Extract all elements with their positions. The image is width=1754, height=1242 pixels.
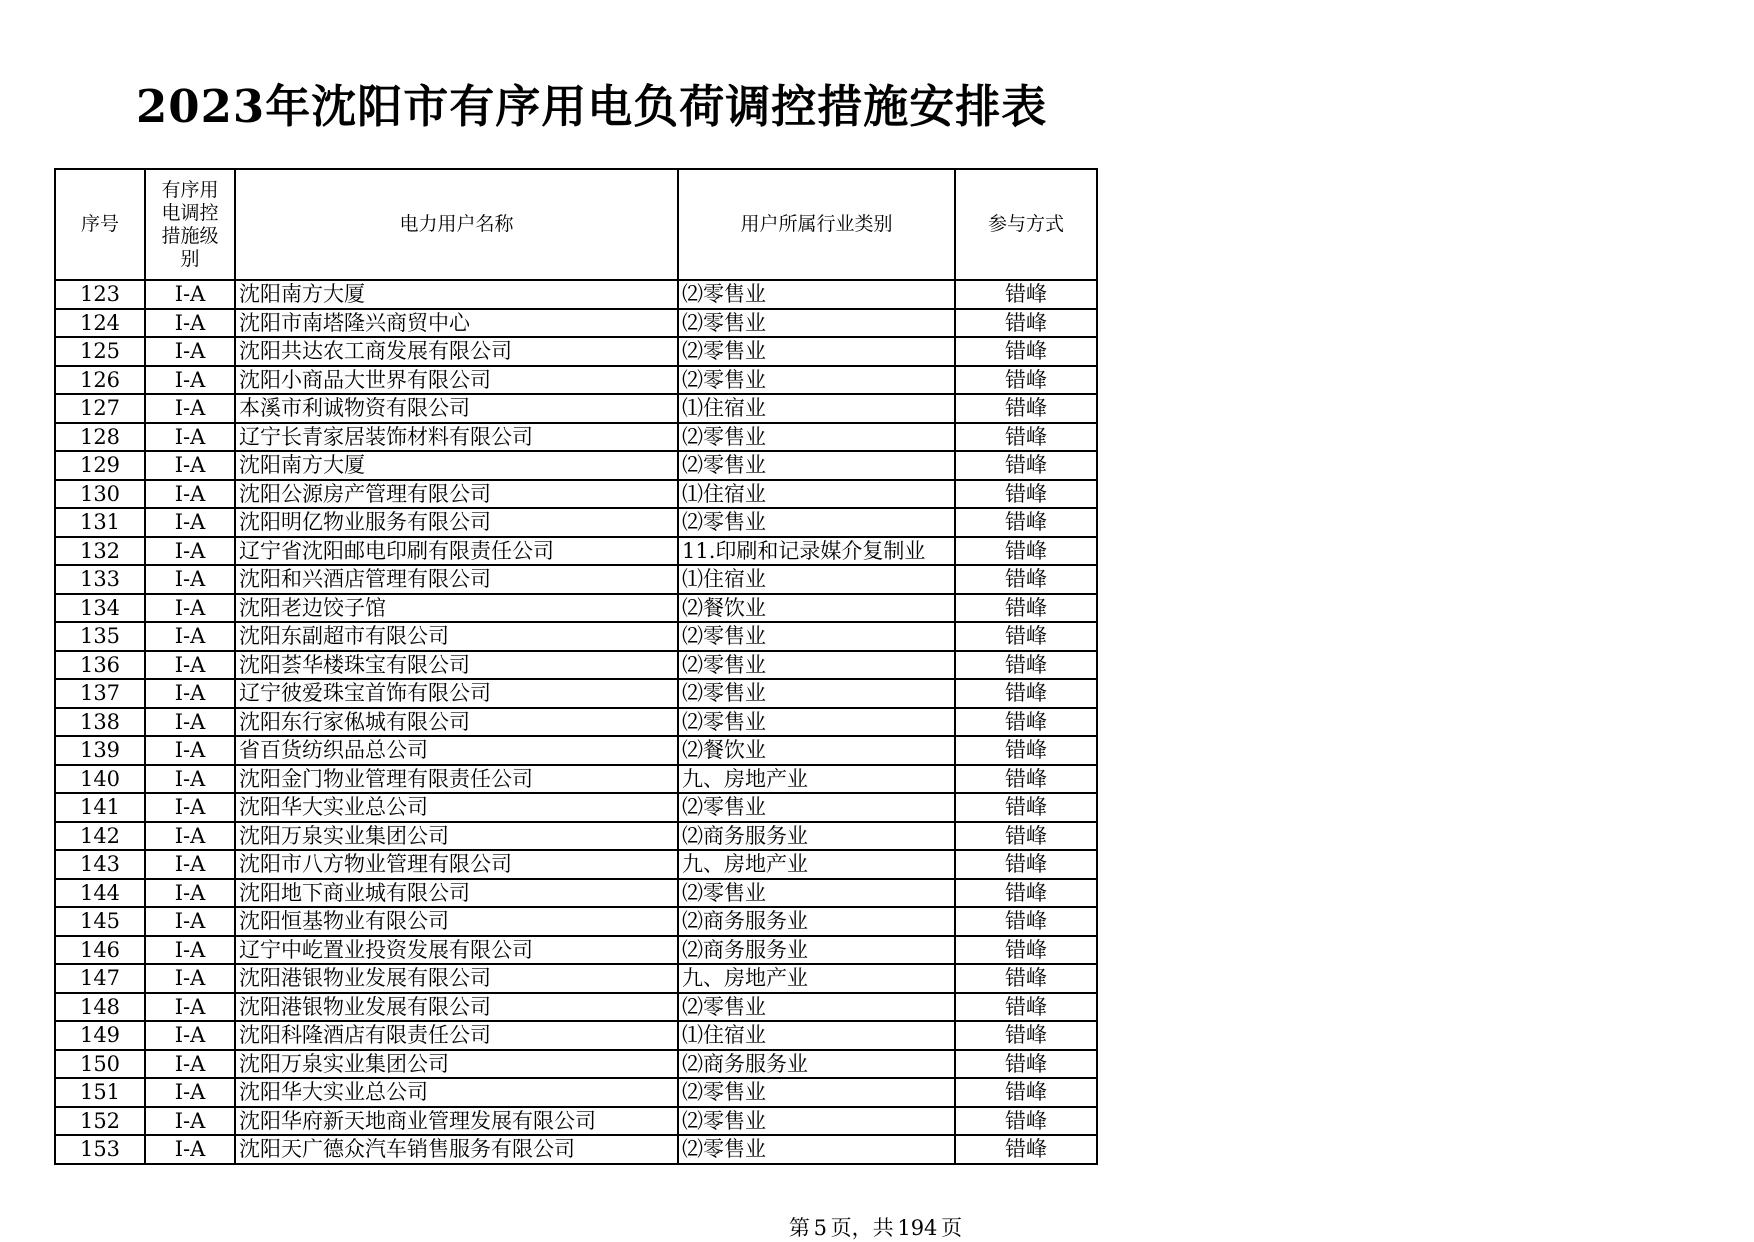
- cell-seq: 146: [55, 936, 145, 965]
- cell-seq: 134: [55, 594, 145, 623]
- cell-seq: 129: [55, 451, 145, 480]
- header-level: [145, 169, 235, 280]
- table-row: [55, 1050, 1097, 1079]
- page-label-mid: 页，共: [830, 1216, 894, 1240]
- header-level-text: 有序用电调控措施级别: [161, 178, 219, 270]
- cell-seq: 123: [55, 280, 145, 309]
- cell-industry: ⑵零售业: [678, 309, 955, 338]
- cell-seq: 132: [55, 537, 145, 566]
- cell-mode: 错峰: [955, 309, 1097, 338]
- cell-level: Ⅰ-A: [145, 679, 235, 708]
- cell-name: 沈阳天广德众汽车销售服务有限公司: [235, 1135, 678, 1164]
- cell-level: Ⅰ-A: [145, 964, 235, 993]
- cell-name: 沈阳金门物业管理有限责任公司: [235, 765, 678, 794]
- cell-seq: 130: [55, 480, 145, 509]
- cell-name: 沈阳东副超市有限公司: [235, 622, 678, 651]
- cell-seq: 137: [55, 679, 145, 708]
- cell-industry: ⑵零售业: [678, 280, 955, 309]
- cell-level: Ⅰ-A: [145, 793, 235, 822]
- table-row: [55, 1021, 1097, 1050]
- cell-level: Ⅰ-A: [145, 850, 235, 879]
- cell-level: Ⅰ-A: [145, 366, 235, 395]
- cell-seq: 147: [55, 964, 145, 993]
- cell-name: 沈阳明亿物业服务有限公司: [235, 508, 678, 537]
- cell-level: Ⅰ-A: [145, 708, 235, 737]
- table-row: [55, 451, 1097, 480]
- cell-name: 沈阳港银物业发展有限公司: [235, 993, 678, 1022]
- cell-seq: 126: [55, 366, 145, 395]
- cell-mode: 错峰: [955, 622, 1097, 651]
- cell-industry: ⑵零售业: [678, 366, 955, 395]
- cell-mode: 错峰: [955, 765, 1097, 794]
- table-row: [55, 879, 1097, 908]
- cell-name: 沈阳南方大厦: [235, 280, 678, 309]
- cell-industry: ⑵零售业: [678, 451, 955, 480]
- cell-mode: 错峰: [955, 679, 1097, 708]
- cell-level: Ⅰ-A: [145, 451, 235, 480]
- cell-seq: 144: [55, 879, 145, 908]
- table-row: [55, 993, 1097, 1022]
- cell-industry: ⑵零售业: [678, 1107, 955, 1136]
- cell-level: Ⅰ-A: [145, 537, 235, 566]
- cell-seq: 142: [55, 822, 145, 851]
- cell-mode: 错峰: [955, 508, 1097, 537]
- table-row: [55, 936, 1097, 965]
- cell-mode: 错峰: [955, 537, 1097, 566]
- cell-seq: 125: [55, 337, 145, 366]
- cell-name: 辽宁中屹置业投资发展有限公司: [235, 936, 678, 965]
- cell-level: Ⅰ-A: [145, 1135, 235, 1164]
- cell-mode: 错峰: [955, 394, 1097, 423]
- cell-level: Ⅰ-A: [145, 936, 235, 965]
- cell-level: Ⅰ-A: [145, 423, 235, 452]
- cell-name: 沈阳地下商业城有限公司: [235, 879, 678, 908]
- cell-mode: 错峰: [955, 850, 1097, 879]
- cell-mode: 错峰: [955, 1050, 1097, 1079]
- cell-industry: ⑵商务服务业: [678, 822, 955, 851]
- cell-seq: 148: [55, 993, 145, 1022]
- table-header-row: [55, 169, 1097, 280]
- cell-mode: 错峰: [955, 280, 1097, 309]
- cell-name: 沈阳东行家俬城有限公司: [235, 708, 678, 737]
- cell-name: 沈阳南方大厦: [235, 451, 678, 480]
- cell-name: 沈阳科隆酒店有限责任公司: [235, 1021, 678, 1050]
- cell-level: Ⅰ-A: [145, 280, 235, 309]
- cell-level: Ⅰ-A: [145, 993, 235, 1022]
- cell-mode: 错峰: [955, 708, 1097, 737]
- cell-industry: ⑴住宿业: [678, 565, 955, 594]
- cell-seq: 131: [55, 508, 145, 537]
- cell-level: Ⅰ-A: [145, 309, 235, 338]
- cell-level: Ⅰ-A: [145, 822, 235, 851]
- cell-industry: ⑵零售业: [678, 993, 955, 1022]
- table-row: [55, 850, 1097, 879]
- table-row: [55, 309, 1097, 338]
- cell-mode: 错峰: [955, 480, 1097, 509]
- cell-mode: 错峰: [955, 451, 1097, 480]
- cell-industry: ⑴住宿业: [678, 1021, 955, 1050]
- page-current: 5: [813, 1216, 827, 1240]
- page-total: 194: [897, 1216, 938, 1240]
- cell-seq: 140: [55, 765, 145, 794]
- cell-mode: 错峰: [955, 993, 1097, 1022]
- cell-seq: 133: [55, 565, 145, 594]
- cell-mode: 错峰: [955, 736, 1097, 765]
- cell-industry: 九、房地产业: [678, 964, 955, 993]
- cell-mode: 错峰: [955, 651, 1097, 680]
- cell-level: Ⅰ-A: [145, 508, 235, 537]
- cell-mode: 错峰: [955, 936, 1097, 965]
- cell-industry: ⑵零售业: [678, 708, 955, 737]
- cell-seq: 124: [55, 309, 145, 338]
- table-row: [55, 679, 1097, 708]
- cell-name: 沈阳公源房产管理有限公司: [235, 480, 678, 509]
- cell-industry: ⑵餐饮业: [678, 594, 955, 623]
- table-row: [55, 793, 1097, 822]
- cell-seq: 136: [55, 651, 145, 680]
- table-row: [55, 508, 1097, 537]
- cell-level: Ⅰ-A: [145, 480, 235, 509]
- cell-name: 沈阳市南塔隆兴商贸中心: [235, 309, 678, 338]
- cell-name: 沈阳老边饺子馆: [235, 594, 678, 623]
- table-row: [55, 280, 1097, 309]
- table-row: [55, 594, 1097, 623]
- cell-industry: ⑵零售业: [678, 337, 955, 366]
- cell-industry: ⑵零售业: [678, 679, 955, 708]
- table-row: [55, 480, 1097, 509]
- cell-industry: 九、房地产业: [678, 850, 955, 879]
- cell-mode: 错峰: [955, 565, 1097, 594]
- table-row: [55, 366, 1097, 395]
- table-row: [55, 651, 1097, 680]
- cell-seq: 151: [55, 1078, 145, 1107]
- table-row: [55, 565, 1097, 594]
- page-title: 2023年沈阳市有序用电负荷调控措施安排表: [136, 80, 1048, 133]
- cell-seq: 150: [55, 1050, 145, 1079]
- cell-industry: ⑵零售业: [678, 651, 955, 680]
- cell-name: 沈阳小商品大世界有限公司: [235, 366, 678, 395]
- table-row: [55, 736, 1097, 765]
- cell-name: 沈阳华大实业总公司: [235, 793, 678, 822]
- header-seq: 序号: [55, 169, 145, 280]
- cell-name: 沈阳华府新天地商业管理发展有限公司: [235, 1107, 678, 1136]
- cell-industry: ⑴住宿业: [678, 394, 955, 423]
- cell-industry: ⑵零售业: [678, 793, 955, 822]
- cell-level: Ⅰ-A: [145, 394, 235, 423]
- table-row: [55, 1107, 1097, 1136]
- cell-mode: 错峰: [955, 964, 1097, 993]
- table-row: [55, 822, 1097, 851]
- cell-industry: ⑵零售业: [678, 1135, 955, 1164]
- schedule-table: [54, 168, 1098, 1165]
- cell-mode: 错峰: [955, 594, 1097, 623]
- cell-seq: 135: [55, 622, 145, 651]
- cell-seq: 127: [55, 394, 145, 423]
- cell-name: 沈阳和兴酒店管理有限公司: [235, 565, 678, 594]
- table-row: [55, 337, 1097, 366]
- cell-level: Ⅰ-A: [145, 1078, 235, 1107]
- cell-mode: 错峰: [955, 1078, 1097, 1107]
- cell-level: Ⅰ-A: [145, 565, 235, 594]
- cell-industry: 九、房地产业: [678, 765, 955, 794]
- header-name: 电力用户名称: [235, 169, 678, 280]
- cell-level: Ⅰ-A: [145, 907, 235, 936]
- cell-seq: 149: [55, 1021, 145, 1050]
- cell-mode: 错峰: [955, 337, 1097, 366]
- cell-name: 沈阳荟华楼珠宝有限公司: [235, 651, 678, 680]
- cell-mode: 错峰: [955, 1107, 1097, 1136]
- page-footer: [0, 1212, 1754, 1242]
- cell-name: 本溪市利诚物资有限公司: [235, 394, 678, 423]
- cell-name: 沈阳恒基物业有限公司: [235, 907, 678, 936]
- table-row: [55, 394, 1097, 423]
- cell-seq: 128: [55, 423, 145, 452]
- cell-name: 沈阳华大实业总公司: [235, 1078, 678, 1107]
- cell-name: 沈阳港银物业发展有限公司: [235, 964, 678, 993]
- table-row: [55, 537, 1097, 566]
- cell-mode: 错峰: [955, 1021, 1097, 1050]
- cell-industry: ⑵商务服务业: [678, 936, 955, 965]
- cell-mode: 错峰: [955, 423, 1097, 452]
- cell-name: 省百货纺织品总公司: [235, 736, 678, 765]
- cell-mode: 错峰: [955, 793, 1097, 822]
- cell-industry: ⑵零售业: [678, 508, 955, 537]
- table-row: [55, 765, 1097, 794]
- table-body: [55, 280, 1097, 1164]
- cell-level: Ⅰ-A: [145, 622, 235, 651]
- cell-mode: 错峰: [955, 822, 1097, 851]
- cell-industry: ⑵餐饮业: [678, 736, 955, 765]
- cell-seq: 141: [55, 793, 145, 822]
- table-row: [55, 622, 1097, 651]
- cell-mode: 错峰: [955, 879, 1097, 908]
- cell-level: Ⅰ-A: [145, 337, 235, 366]
- cell-industry: ⑵零售业: [678, 879, 955, 908]
- cell-seq: 153: [55, 1135, 145, 1164]
- table-row: [55, 423, 1097, 452]
- cell-industry: ⑵零售业: [678, 622, 955, 651]
- cell-industry: ⑴住宿业: [678, 480, 955, 509]
- cell-industry: ⑵商务服务业: [678, 907, 955, 936]
- table-row: [55, 1135, 1097, 1164]
- cell-name: 沈阳共达农工商发展有限公司: [235, 337, 678, 366]
- cell-level: Ⅰ-A: [145, 1107, 235, 1136]
- cell-industry: ⑵零售业: [678, 1078, 955, 1107]
- table-row: [55, 1078, 1097, 1107]
- cell-name: 辽宁彼爱珠宝首饰有限公司: [235, 679, 678, 708]
- cell-seq: 139: [55, 736, 145, 765]
- cell-level: Ⅰ-A: [145, 651, 235, 680]
- cell-level: Ⅰ-A: [145, 594, 235, 623]
- cell-name: 沈阳市八方物业管理有限公司: [235, 850, 678, 879]
- cell-name: 辽宁长青家居装饰材料有限公司: [235, 423, 678, 452]
- cell-level: Ⅰ-A: [145, 736, 235, 765]
- cell-level: Ⅰ-A: [145, 1050, 235, 1079]
- cell-level: Ⅰ-A: [145, 765, 235, 794]
- cell-level: Ⅰ-A: [145, 879, 235, 908]
- cell-name: 辽宁省沈阳邮电印刷有限责任公司: [235, 537, 678, 566]
- cell-seq: 152: [55, 1107, 145, 1136]
- cell-name: 沈阳万泉实业集团公司: [235, 1050, 678, 1079]
- cell-name: 沈阳万泉实业集团公司: [235, 822, 678, 851]
- header-industry: 用户所属行业类别: [678, 169, 955, 280]
- page-label-suffix: 页: [941, 1216, 963, 1240]
- cell-seq: 138: [55, 708, 145, 737]
- cell-industry: ⑵商务服务业: [678, 1050, 955, 1079]
- cell-seq: 143: [55, 850, 145, 879]
- cell-level: Ⅰ-A: [145, 1021, 235, 1050]
- cell-mode: 错峰: [955, 907, 1097, 936]
- table-row: [55, 964, 1097, 993]
- cell-mode: 错峰: [955, 1135, 1097, 1164]
- cell-industry: ⑵零售业: [678, 423, 955, 452]
- header-mode: 参与方式: [955, 169, 1097, 280]
- table-row: [55, 708, 1097, 737]
- page-label-prefix: 第: [788, 1216, 810, 1240]
- cell-mode: 错峰: [955, 366, 1097, 395]
- cell-seq: 145: [55, 907, 145, 936]
- table-row: [55, 907, 1097, 936]
- cell-industry: 11.印刷和记录媒介复制业: [678, 537, 955, 566]
